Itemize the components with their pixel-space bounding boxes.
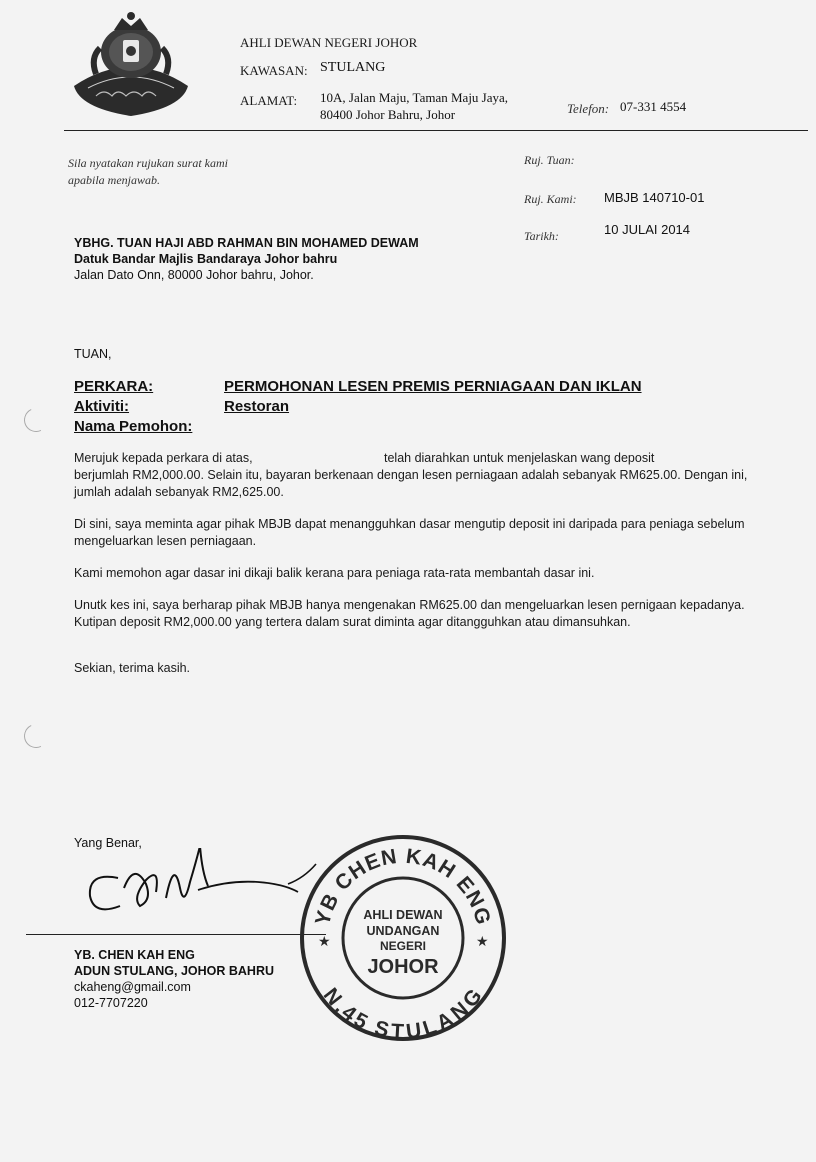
body-p3: Kami memohon agar dasar ini dikaji balik kerana para peniaga rata-rata membantah dasar ini. (74, 566, 595, 580)
body-p1b: telah diarahkan untuk menjelaskan wang deposit (384, 451, 655, 465)
body-paragraph-3 (74, 565, 764, 582)
alamat-line2: 80400 Johor Bahru, Johor (320, 107, 456, 122)
recipient-line1: YBHG. TUAN HAJI ABD RAHMAN BIN MOHAMED DEWAM (74, 236, 419, 250)
perkara-label: PERKARA: (74, 378, 154, 395)
alamat-label: ALAMAT: (240, 93, 298, 108)
tarikh-label: Tarikh: (524, 229, 559, 243)
body-p1a: Merujuk kepada perkara di atas, (74, 451, 253, 465)
johor-crest-logo-icon (66, 8, 196, 124)
closing: Yang Benar, (74, 836, 142, 850)
stamp-center4: JOHOR (367, 956, 439, 978)
stamp-ring-bottom: N.45 STULANG (318, 983, 488, 1043)
body-paragraph-1 (74, 467, 774, 501)
salutation: TUAN, (74, 347, 112, 361)
body-paragraph-4 (74, 597, 764, 631)
signer-email: ckaheng@gmail.com (74, 980, 191, 994)
aktiviti-value: Restoran (224, 398, 290, 415)
kawasan-label: KAWASAN: (240, 63, 308, 78)
punch-hole-icon (21, 405, 52, 436)
stamp-star-icon: ★ (476, 934, 489, 950)
stamp-center1: AHLI DEWAN (363, 908, 443, 922)
signature-line (26, 934, 326, 935)
perkara-value: PERMOHONAN LESEN PREMIS PERNIAGAAN DAN IKLAN (224, 378, 642, 395)
kawasan-value: STULANG (320, 60, 386, 75)
signer-phone: 012-7707220 (74, 996, 148, 1010)
telefon-label: Telefon: (567, 101, 610, 116)
punch-hole-icon (21, 721, 52, 752)
official-round-stamp-icon (298, 833, 508, 1043)
stamp-center2: UNDANGAN (366, 924, 440, 938)
aktiviti-label: Aktiviti: (74, 398, 130, 415)
body-paragraph-2 (74, 516, 764, 550)
letterhead-divider (64, 130, 808, 131)
handwritten-signature-icon (78, 848, 318, 928)
signer-name: YB. CHEN KAH ENG (74, 948, 195, 962)
telefon-value: 07-331 4554 (620, 99, 687, 114)
recipient-line2: Datuk Bandar Majlis Bandaraya Johor bahru (74, 252, 338, 266)
ruj-tuan-label: Ruj. Tuan: (524, 153, 575, 167)
signer-title: ADUN STULANG, JOHOR BAHRU (74, 964, 274, 978)
org-title: AHLI DEWAN NEGERI JOHOR (240, 35, 418, 50)
body-p1c: berjumlah RM2,000.00. Selain itu, bayaran berkenaan dengan lesen perniagaan adalah sebanyak RM625.00. Dengan ini, jumlah adalah sebanyak RM2,625.00. (74, 468, 748, 499)
alamat-line1: 10A, Jalan Maju, Taman Maju Jaya, (320, 90, 509, 105)
reference-note-line1: Sila nyatakan rujukan surat kami (68, 156, 228, 170)
body-p4: Unutk kes ini, saya berharap pihak MBJB hanya mengenakan RM625.00 dan mengeluarkan lesen pernigaan kepadanya. Kutipan deposit RM2,000.00 yang tertera dalam surat diminta agar ditangguhkan atau dimansuhkan. (74, 598, 745, 629)
ruj-kami-label: Ruj. Kami: (524, 192, 577, 206)
body-p2: Di sini, saya meminta agar pihak MBJB dapat menangguhkan dasar mengutip deposit ini daripada para peniaga sebelum mengeluarkan lesen perniagaan. (74, 517, 745, 548)
pemohon-label: Nama Pemohon: (74, 418, 193, 435)
body-p5: Sekian, terima kasih. (74, 661, 191, 675)
stamp-center3: NEGERI (379, 939, 427, 953)
stamp-ring-top: YB CHEN KAH ENG (311, 844, 495, 928)
ruj-kami-value: MBJB 140710-01 (604, 190, 705, 205)
tarikh-value: 10 JULAI 2014 (604, 222, 691, 237)
recipient-line3: Jalan Dato Onn, 80000 Johor bahru, Johor. (74, 268, 314, 282)
body-paragraph-5 (74, 660, 764, 677)
stamp-star-icon: ★ (318, 934, 331, 950)
reference-note-line2: apabila menjawab. (68, 173, 160, 187)
